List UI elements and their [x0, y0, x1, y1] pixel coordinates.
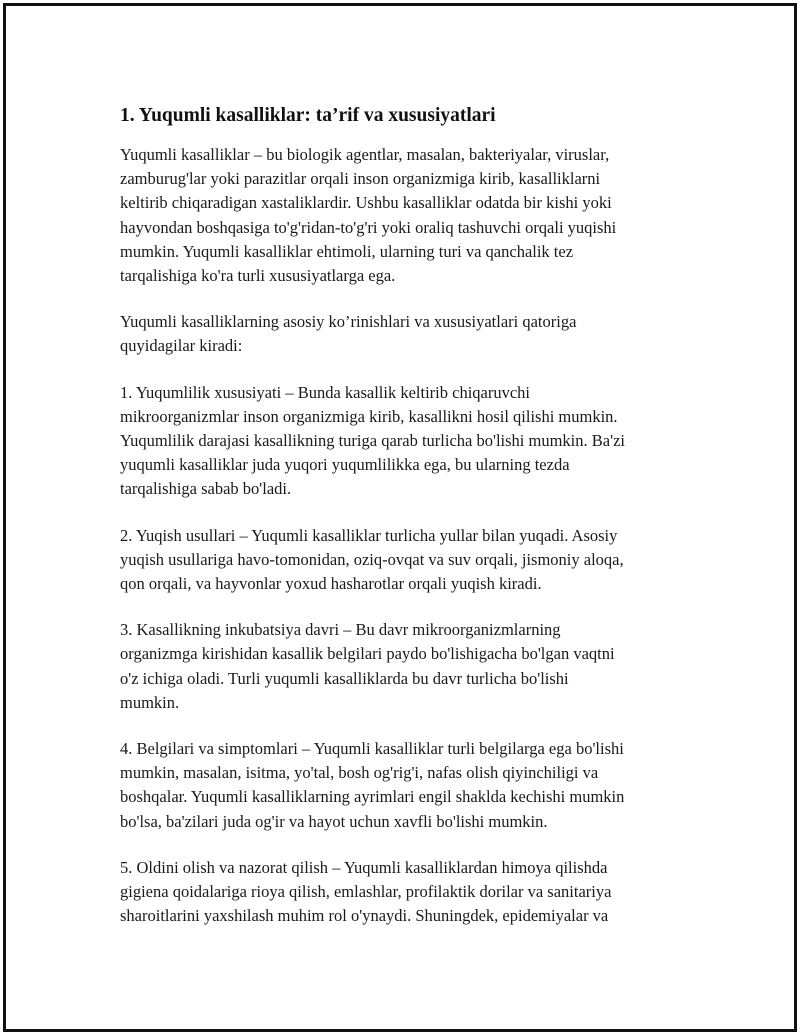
paragraph-symptoms: 4. Belgilari va simptomlari – Yuqumli kasalliklar turli belgilarga ega bo'lishi mumkin, masalan, isitma, yo'tal, bosh og'rig'i, nafas olish qiyinchiligi va boshqalar. Yuqumli kasalliklarning ayrimlari engil shaklda kechishi mumkin bo'lsa, ba'zilari juda og'ir va hayot uchun xavfli bo'lishi mumkin. [120, 739, 625, 831]
section-heading: 1. Yuqumli kasalliklar: ta’rif va xususiyatlari [120, 105, 496, 126]
paragraph-intro: Yuqumli kasalliklar – bu biologik agentlar, masalan, bakteriyalar, viruslar, zamburug'lar yoki parazitlar orqali inson organizmiga kirib, kasalliklarni keltirib chiqaradigan xastaliklardir. Ushbu kasalliklar odatda bir kishi yoki hayvondan boshqasiga to'g'ridan-to'g'ri yoki oraliq tashuvchi orqali yuqishi mumkin. Yuqumli kasalliklar ehtimoli, ularning turi va qanchalik tez tarqalishiga ko'ra turli xususiyatlarga ega. [120, 145, 617, 286]
paragraph-contagiousness: 1. Yuqumlilik xususiyati – Bunda kasallik keltirib chiqaruvchi mikroorganizmlar inson organizmiga kirib, kasallikni hosil qilishi mumkin. Yuqumlilik darajasi kasallikning turiga qarab turlicha bo'lishi mumkin. Ba'zi yuqumli kasalliklar juda yuqori yuqumlilikka ega, bu ularning tezda tarqalishiga sabab bo'ladi. [120, 382, 625, 499]
paragraph-overview: Yuqumli kasalliklarning asosiy ko’rinishlari va xususiyatlari qatoriga quyidagilar kiradi: [120, 312, 577, 356]
document-page [3, 3, 797, 1032]
paragraph-incubation: 3. Kasallikning inkubatsiya davri – Bu davr mikroorganizmlarning organizmga kirishidan kasallik belgilari paydo bo'lishigacha bo'lgan vaqtni o'z ichiga oladi. Turli yuqumli kasalliklarda bu davr turlicha bo'lishi mumkin. [120, 620, 615, 712]
paragraph-prevention: 5. Oldini olish va nazorat qilish – Yuqumli kasalliklardan himoya qilishda gigiena qoidalariga rioya qilish, emlashlar, profilaktik dorilar va sanitariya sharoitlarini yaxshilash muhim rol o'ynaydi. Shuningdek, epidemiyalar va [120, 857, 612, 926]
document-body [120, 103, 710, 950]
paragraph-transmission: 2. Yuqish usullari – Yuqumli kasalliklar turlicha yullar bilan yuqadi. Asosiy yuqish usullariga havo-tomonidan, oziq-ovqat va suv orqali, jismoniy aloqa, qon orqali, va hayvonlar yoxud hasharotlar orqali yuqish kiradi. [120, 525, 624, 594]
